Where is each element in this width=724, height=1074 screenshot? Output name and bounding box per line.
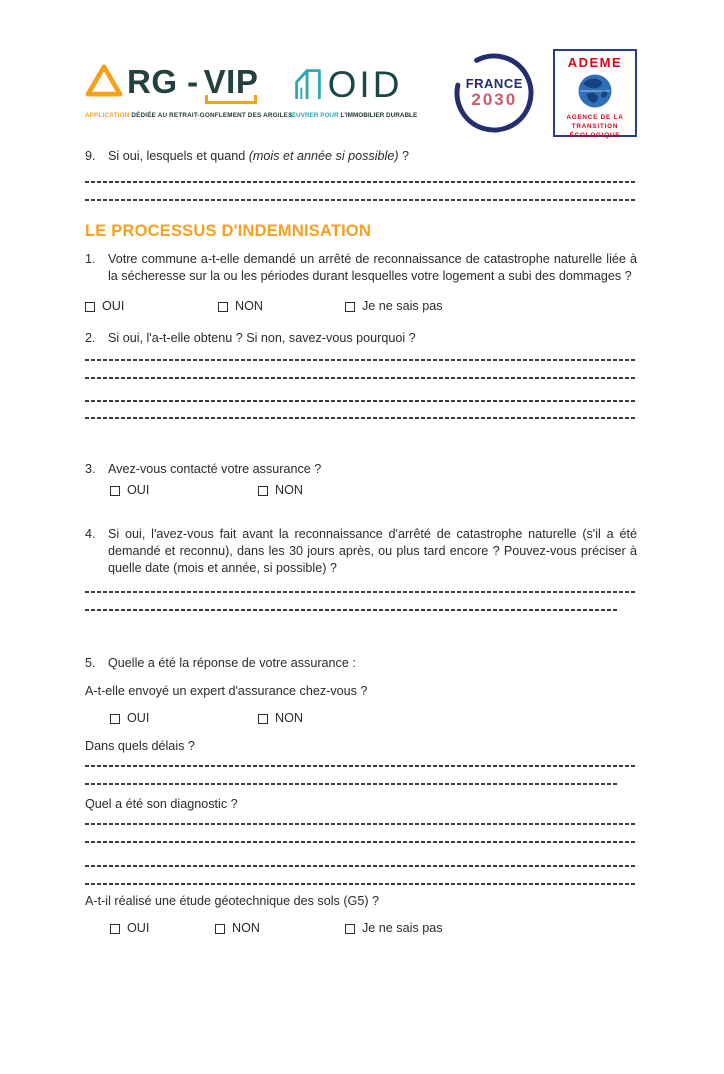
question-9: 9. Si oui, lesquels et quand (mois et année si possible) ?	[85, 148, 637, 165]
checkbox-icon[interactable]	[85, 302, 95, 312]
answer-line	[85, 783, 618, 785]
question-5-delais: Dans quels délais ?	[85, 739, 195, 753]
answer-line	[85, 609, 618, 611]
france2030-word: FRANCE	[465, 76, 523, 91]
section-title: LE PROCESSUS D'INDEMNISATION	[85, 222, 372, 240]
option-oui[interactable]: OUI	[110, 482, 258, 499]
question-1-options	[85, 298, 637, 315]
checkbox-icon[interactable]	[215, 924, 225, 934]
question-1-text: Votre commune a-t-elle demandé un arrêté de reconnaissance de catastrophe naturelle liée à la sécheresse sur la ou les périodes durant lesquelles votre logement a subi des dommages ?	[108, 252, 637, 283]
ademe-wordmark: ADEME	[567, 55, 623, 70]
answer-line	[85, 823, 637, 825]
checkbox-icon[interactable]	[110, 924, 120, 934]
document-page	[0, 50, 724, 937]
question-4: 4. Si oui, l'avez-vous fait avant la reconnaissance d'arrêté de catastrophe naturelle (s'il a été demandé et reconnu), dans les 30 jours après, ou plus tard encore ? Pouvez-vous préciser à quelle date (mois et année, si possible) ?	[85, 527, 637, 575]
checkbox-icon[interactable]	[258, 486, 268, 496]
option-je-ne-sais-pas[interactable]: Je ne sais pas	[345, 298, 443, 315]
question-3-text: Avez-vous contacté votre assurance ?	[108, 462, 322, 476]
question-3-options	[85, 482, 637, 499]
answer-line	[85, 181, 637, 183]
oid-building-icon	[290, 63, 326, 101]
question-5-diagnostic: Quel a été son diagnostic ?	[85, 797, 238, 811]
france2030-year: 2030	[471, 90, 518, 109]
question-4-text: Si oui, l'avez-vous fait avant la reconnaissance d'arrêté de catastrophe naturelle (s'il a été demandé et reconnu), dans les 30 jours après, ou plus tard encore ? Pouvez-vous préciser à quelle date (mois et année, si possible) ?	[108, 527, 637, 575]
checkbox-icon[interactable]	[258, 714, 268, 724]
logo-oid	[290, 63, 436, 124]
checkbox-icon[interactable]	[110, 486, 120, 496]
answer-line	[85, 591, 637, 593]
option-non[interactable]: NON	[258, 710, 303, 727]
option-non[interactable]: NON	[215, 920, 345, 937]
answer-line	[85, 377, 637, 379]
checkbox-icon[interactable]	[345, 302, 355, 312]
answer-line	[85, 400, 637, 402]
oid-tagline: ŒUVRER POUR L'IMMOBILIER DURABLE	[289, 111, 418, 119]
checkbox-icon[interactable]	[110, 714, 120, 724]
ademe-globe-icon	[577, 73, 613, 109]
answer-line	[85, 359, 637, 361]
answer-line	[85, 199, 637, 201]
argvip-bracket-icon	[205, 95, 258, 104]
question-5-etude-g5: A-t-il réalisé une étude géotechnique des sols (G5) ?	[85, 894, 380, 908]
oid-wordmark: OID	[327, 63, 403, 105]
answer-line	[85, 417, 637, 419]
checkbox-icon[interactable]	[218, 302, 228, 312]
question-5-expert: A-t-elle envoyé un expert d'assurance chez-vous ?	[85, 684, 368, 698]
argvip-tagline: APPLICATION DÉDIÉE AU RETRAIT-GONFLEMENT DES ARGILES	[85, 111, 293, 119]
option-oui[interactable]: OUI	[110, 920, 215, 937]
option-non[interactable]: NON	[258, 482, 303, 499]
logo-arg-vip	[85, 62, 293, 124]
option-oui[interactable]: OUI	[85, 298, 218, 315]
argvip-triangle-icon	[85, 63, 123, 97]
answer-line	[85, 883, 637, 885]
question-9-text: Si oui, lesquels et quand (mois et année si possible) ?	[108, 149, 410, 163]
question-5-text: Quelle a été la réponse de votre assurance :	[108, 656, 356, 670]
option-non[interactable]: NON	[218, 298, 345, 315]
question-2-text: Si oui, l'a-t-elle obtenu ? Si non, savez-vous pourquoi ?	[108, 331, 416, 345]
question-5: 5. Quelle a été la réponse de votre assurance :	[85, 655, 637, 672]
option-oui[interactable]: OUI	[110, 710, 258, 727]
checkbox-icon[interactable]	[345, 924, 355, 934]
answer-line	[85, 865, 637, 867]
logo-ademe	[553, 49, 637, 137]
argvip-wordmark: RG - VIP	[127, 67, 258, 97]
question-5-g5-options	[85, 920, 637, 937]
answer-line	[85, 841, 637, 843]
question-5-expert-options	[85, 710, 637, 727]
answer-line	[85, 765, 637, 767]
question-1: 1. Votre commune a-t-elle demandé un arrêté de reconnaissance de catastrophe naturelle liée à la sécheresse sur la ou les périodes durant lesquelles votre logement a subi des dommages ?	[85, 252, 637, 283]
question-3: 3. Avez-vous contacté votre assurance ?	[85, 461, 637, 478]
header-logos	[85, 50, 637, 139]
logo-france-2030	[448, 50, 540, 136]
ademe-tagline: AGENCE DE LA TRANSITION ÉCOLOGIQUE	[566, 114, 624, 139]
option-je-ne-sais-pas[interactable]: Je ne sais pas	[345, 920, 443, 937]
question-2: 2. Si oui, l'a-t-elle obtenu ? Si non, savez-vous pourquoi ?	[85, 330, 637, 347]
